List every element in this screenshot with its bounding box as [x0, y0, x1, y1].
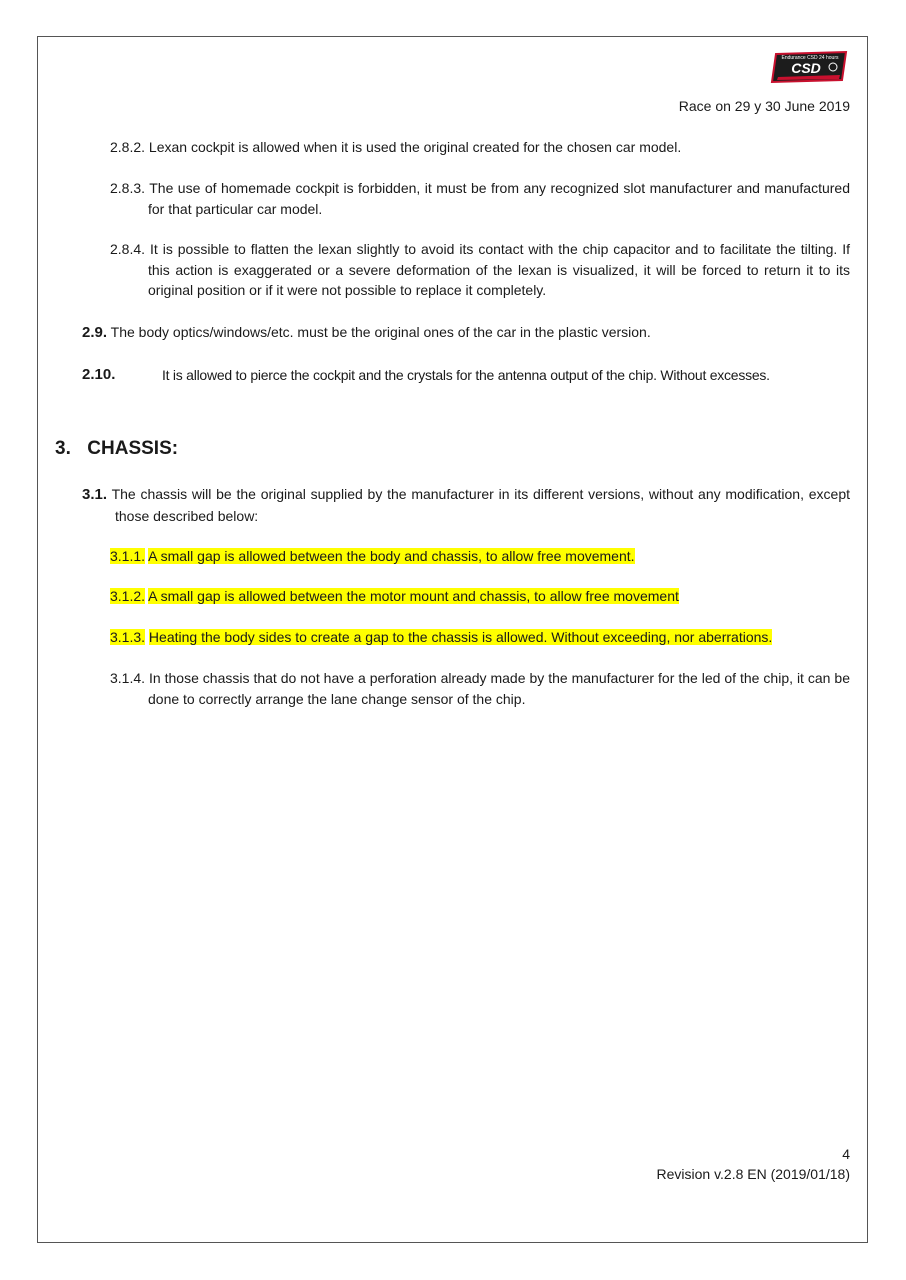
- rule-2-10: [82, 365, 850, 386]
- rule-3-1-1: [110, 546, 850, 567]
- rule-2-8-3: [110, 178, 850, 219]
- csd-logo: [770, 50, 850, 84]
- rule-3-1-4: [110, 668, 850, 709]
- rule-text: A small gap is allowed between the body and chassis, to allow free movement.: [148, 548, 635, 564]
- rule-text: The use of homemade cockpit is forbidden, it must be from any recognized slot manufacturer and manufactured for that particular car model.: [148, 180, 850, 217]
- rule-text: It is allowed to pierce the cockpit and the crystals for the antenna output of the chip. Without excesses.: [162, 367, 770, 383]
- rule-3-1-2: [110, 586, 850, 607]
- race-date: Race on 29 y 30 June 2019: [678, 98, 850, 114]
- section-heading: [55, 438, 178, 460]
- rule-number: 3.1.4.: [110, 670, 146, 686]
- logo-subtext: Endurance CSD 24 hours: [781, 55, 839, 61]
- rule-text: A small gap is allowed between the motor mount and chassis, to allow free movement: [148, 588, 679, 604]
- rule-number: 2.8.3.: [110, 180, 146, 196]
- rule-number: 2.10.: [82, 366, 116, 383]
- rule-2-8-4: [110, 239, 850, 301]
- rule-text: The body optics/windows/etc. must be the original ones of the car in the plastic version.: [110, 324, 651, 340]
- rule-number: 2.8.2.: [110, 139, 146, 155]
- rule-text: Heating the body sides to create a gap to the chassis is allowed. Without exceeding, nor aberrations.: [148, 629, 773, 645]
- rule-number: 3.1.1.: [110, 548, 146, 564]
- rule-number: 3.1.: [82, 486, 108, 503]
- rule-number: 3.1.3.: [110, 629, 146, 645]
- logo-text: CSD: [791, 60, 821, 76]
- rule-2-8-2: [110, 137, 850, 158]
- section-title: CHASSIS:: [87, 438, 179, 459]
- section-number: 3.: [55, 438, 71, 459]
- rule-number: 2.8.4.: [110, 241, 146, 257]
- rule-3-1-3: [110, 627, 850, 648]
- rule-text: Lexan cockpit is allowed when it is used the original created for the chosen car model.: [148, 139, 682, 155]
- page-number: 4: [842, 1146, 850, 1162]
- rule-text: It is possible to flatten the lexan slightly to avoid its contact with the chip capacitor and to facilitate the tilting. If this action is exaggerated or a severe deformation of the lexan is visualized, it will be forced to return it to its original position or if it were not possible to replace it completely.: [148, 241, 851, 298]
- rule-number: 2.9.: [82, 324, 108, 341]
- rule-text: In those chassis that do not have a perforation already made by the manufacturer for the led of the chip, it can be done to correctly arrange the lane change sensor of the chip.: [148, 670, 850, 707]
- rule-text: The chassis will be the original supplied by the manufacturer in its different versions, without any modification, except those described below:: [111, 486, 851, 524]
- rule-3-1: [82, 484, 850, 526]
- rule-2-9: [82, 322, 850, 344]
- rule-number: 3.1.2.: [110, 588, 146, 604]
- revision-label: Revision v.2.8 EN (2019/01/18): [656, 1166, 850, 1182]
